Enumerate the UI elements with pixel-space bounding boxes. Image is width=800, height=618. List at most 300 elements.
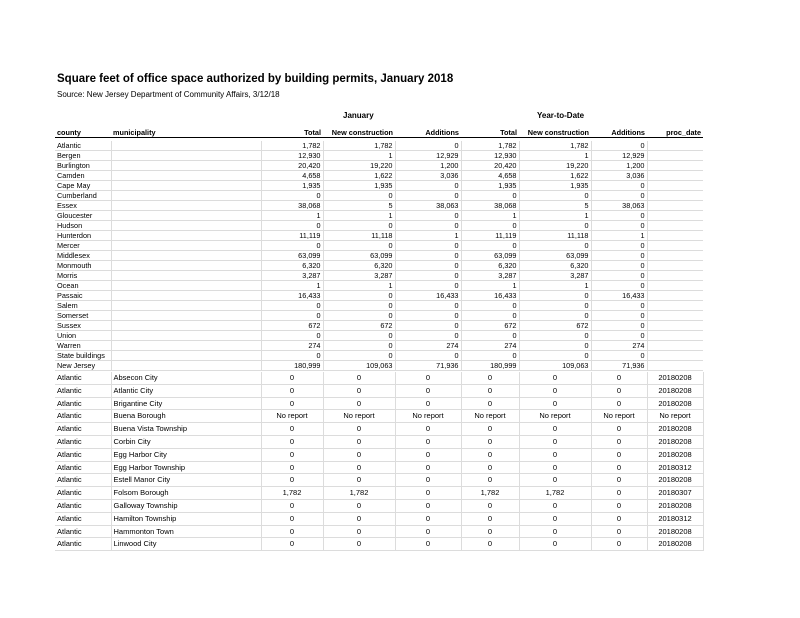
table-cell: Hunterdon: [55, 231, 111, 241]
table-cell: 109,063: [323, 361, 395, 371]
table-cell: [111, 361, 261, 371]
table-cell: Sussex: [55, 321, 111, 331]
table-cell: 0: [395, 351, 461, 361]
table-cell: [111, 161, 261, 171]
table-cell: 0: [323, 397, 395, 410]
table-cell: 0: [261, 448, 323, 461]
table-cell: 1: [261, 211, 323, 221]
column-header-row: [55, 128, 703, 138]
table-cell: 0: [519, 384, 591, 397]
table-cell: 11,118: [519, 231, 591, 241]
municipality-row: [55, 538, 703, 551]
county-summary-table: [55, 141, 703, 371]
table-cell: Atlantic: [55, 372, 111, 384]
table-cell: 20,420: [261, 161, 323, 171]
table-cell: [647, 231, 703, 241]
county-row: [55, 221, 703, 231]
table-cell: 0: [261, 512, 323, 525]
table-cell: Essex: [55, 201, 111, 211]
table-cell: 0: [461, 331, 519, 341]
county-row: [55, 311, 703, 321]
municipality-row: [55, 525, 703, 538]
table-cell: 0: [519, 435, 591, 448]
table-cell: 0: [261, 351, 323, 361]
table-cell: 20180208: [647, 397, 703, 410]
table-cell: 0: [323, 311, 395, 321]
table-cell: [647, 151, 703, 161]
table-cell: 3,287: [323, 271, 395, 281]
table-cell: 0: [591, 261, 647, 271]
table-cell: 0: [395, 372, 461, 384]
table-cell: [647, 271, 703, 281]
table-cell: Ocean: [55, 281, 111, 291]
table-cell: 0: [519, 191, 591, 201]
col-jan-total-header: Total: [261, 128, 323, 138]
col-jan-new-construction-header: New construction: [323, 128, 395, 138]
table-cell: 0: [323, 241, 395, 251]
table-cell: Estell Manor City: [111, 474, 261, 487]
table-cell: 0: [323, 221, 395, 231]
table-cell: Somerset: [55, 311, 111, 321]
table-cell: 1: [323, 211, 395, 221]
table-cell: 0: [591, 474, 647, 487]
table-cell: 0: [591, 384, 647, 397]
table-cell: 0: [395, 211, 461, 221]
table-cell: No report: [519, 410, 591, 423]
table-cell: 1,782: [323, 141, 395, 151]
table-cell: 0: [261, 384, 323, 397]
table-cell: 1: [591, 231, 647, 241]
table-cell: 0: [591, 221, 647, 231]
table-cell: 0: [591, 191, 647, 201]
table-cell: 0: [519, 538, 591, 551]
table-cell: 0: [591, 351, 647, 361]
table-cell: [111, 341, 261, 351]
table-cell: 4,658: [261, 171, 323, 181]
table-cell: [647, 221, 703, 231]
table-cell: 11,118: [323, 231, 395, 241]
table-cell: 0: [395, 281, 461, 291]
table-cell: 0: [461, 512, 519, 525]
table-cell: 0: [519, 525, 591, 538]
table-cell: [647, 351, 703, 361]
table-cell: 0: [519, 301, 591, 311]
table-cell: Folsom Borough: [111, 487, 261, 500]
table-cell: Monmouth: [55, 261, 111, 271]
table-cell: 0: [395, 397, 461, 410]
table-cell: 1,782: [461, 487, 519, 500]
table-cell: [111, 241, 261, 251]
table-cell: 180,999: [261, 361, 323, 371]
table-cell: 0: [461, 435, 519, 448]
county-row: [55, 301, 703, 311]
table-cell: [111, 261, 261, 271]
table-cell: [111, 221, 261, 231]
table-cell: No report: [591, 410, 647, 423]
table-cell: 20180208: [647, 474, 703, 487]
table-cell: 20180208: [647, 423, 703, 436]
table-cell: 1: [261, 281, 323, 291]
county-row: [55, 211, 703, 221]
table-cell: 0: [323, 499, 395, 512]
table-cell: 0: [395, 191, 461, 201]
table-cell: 12,929: [591, 151, 647, 161]
county-row: [55, 331, 703, 341]
table-cell: [111, 211, 261, 221]
table-cell: 3,036: [395, 171, 461, 181]
table-cell: 0: [395, 499, 461, 512]
county-row: [55, 231, 703, 241]
municipality-row: [55, 397, 703, 410]
table-cell: 38,063: [591, 201, 647, 211]
table-cell: 0: [461, 448, 519, 461]
table-cell: Atlantic: [55, 410, 111, 423]
table-cell: 0: [461, 241, 519, 251]
table-cell: [647, 211, 703, 221]
table-cell: No report: [323, 410, 395, 423]
table-cell: 0: [519, 311, 591, 321]
table-cell: 0: [461, 191, 519, 201]
table-cell: 0: [261, 331, 323, 341]
table-cell: 0: [461, 461, 519, 474]
table-cell: 0: [519, 423, 591, 436]
table-cell: 672: [461, 321, 519, 331]
table-cell: Union: [55, 331, 111, 341]
table-cell: [111, 301, 261, 311]
table-cell: 0: [519, 351, 591, 361]
county-row: [55, 171, 703, 181]
table-cell: 0: [395, 251, 461, 261]
table-cell: 0: [323, 372, 395, 384]
table-cell: Atlantic: [55, 487, 111, 500]
table-cell: 0: [591, 141, 647, 151]
table-cell: 0: [591, 251, 647, 261]
table-cell: 71,936: [395, 361, 461, 371]
table-cell: Atlantic: [55, 423, 111, 436]
table-cell: 0: [395, 384, 461, 397]
table-cell: 0: [591, 538, 647, 551]
table-cell: 0: [591, 311, 647, 321]
table-cell: 274: [395, 341, 461, 351]
table-cell: 0: [323, 384, 395, 397]
table-cell: [647, 301, 703, 311]
county-row: [55, 361, 703, 371]
table-cell: 20180208: [647, 448, 703, 461]
table-cell: [647, 161, 703, 171]
county-row: [55, 141, 703, 151]
table-cell: No report: [395, 410, 461, 423]
table-cell: 16,433: [261, 291, 323, 301]
table-cell: Atlantic: [55, 512, 111, 525]
table-cell: 0: [461, 538, 519, 551]
table-cell: [111, 331, 261, 341]
table-cell: [647, 311, 703, 321]
table-cell: 1: [461, 281, 519, 291]
table-cell: 0: [261, 499, 323, 512]
municipality-row: [55, 423, 703, 436]
table-cell: 6,320: [519, 261, 591, 271]
table-cell: [647, 361, 703, 371]
table-cell: 0: [323, 423, 395, 436]
table-cell: 0: [591, 499, 647, 512]
report-title: Square feet of office space authorized by building permits, January 2018: [57, 73, 454, 85]
table-cell: 0: [591, 211, 647, 221]
col-ytd-additions-header: Additions: [591, 128, 647, 138]
table-cell: 0: [591, 435, 647, 448]
table-cell: 0: [461, 397, 519, 410]
table-cell: 0: [519, 221, 591, 231]
table-cell: Cumberland: [55, 191, 111, 201]
table-cell: 0: [591, 241, 647, 251]
table-cell: [111, 271, 261, 281]
table-cell: 0: [591, 397, 647, 410]
table-cell: 0: [261, 538, 323, 551]
table-cell: 0: [461, 372, 519, 384]
municipality-row: [55, 461, 703, 474]
table-cell: 0: [591, 423, 647, 436]
table-cell: 0: [395, 141, 461, 151]
table-cell: 3,287: [461, 271, 519, 281]
table-cell: Mercer: [55, 241, 111, 251]
table-cell: 1: [519, 151, 591, 161]
table-cell: 63,099: [519, 251, 591, 261]
table-cell: 1: [519, 281, 591, 291]
table-cell: 0: [323, 474, 395, 487]
table-cell: 4,658: [461, 171, 519, 181]
table-cell: 0: [395, 241, 461, 251]
table-cell: 1: [461, 211, 519, 221]
table-cell: 6,320: [461, 261, 519, 271]
table-cell: 0: [591, 321, 647, 331]
table-cell: 38,063: [395, 201, 461, 211]
county-row: [55, 351, 703, 361]
table-cell: 0: [591, 525, 647, 538]
table-cell: 38,068: [261, 201, 323, 211]
table-cell: [111, 201, 261, 211]
table-cell: No report: [261, 410, 323, 423]
group-header-year-to-date: Year-to-Date: [537, 111, 585, 120]
table-cell: 0: [323, 291, 395, 301]
table-cell: 0: [261, 301, 323, 311]
table-cell: [647, 191, 703, 201]
county-row: [55, 161, 703, 171]
table-cell: Absecon City: [111, 372, 261, 384]
table-cell: 0: [591, 461, 647, 474]
table-cell: Atlantic: [55, 435, 111, 448]
table-cell: Egg Harbor City: [111, 448, 261, 461]
table-cell: 0: [461, 474, 519, 487]
table-cell: 0: [591, 271, 647, 281]
table-cell: 11,119: [261, 231, 323, 241]
table-cell: No report: [647, 410, 703, 423]
table-cell: Salem: [55, 301, 111, 311]
county-row: [55, 261, 703, 271]
table-cell: 20180307: [647, 487, 703, 500]
table-cell: Linwood City: [111, 538, 261, 551]
table-cell: 19,220: [323, 161, 395, 171]
table-cell: 16,433: [591, 291, 647, 301]
table-cell: 0: [395, 221, 461, 231]
county-row: [55, 191, 703, 201]
county-row: [55, 281, 703, 291]
table-cell: 0: [261, 435, 323, 448]
table-cell: Atlantic: [55, 499, 111, 512]
column-header-table: [55, 128, 703, 138]
table-cell: Atlantic: [55, 538, 111, 551]
table-cell: [647, 181, 703, 191]
table-cell: 3,287: [261, 271, 323, 281]
table-cell: Atlantic: [55, 461, 111, 474]
table-cell: Atlantic: [55, 525, 111, 538]
table-cell: [111, 311, 261, 321]
table-cell: [647, 201, 703, 211]
table-cell: 0: [395, 181, 461, 191]
table-cell: 0: [591, 331, 647, 341]
table-cell: Galloway Township: [111, 499, 261, 512]
table-cell: 0: [261, 311, 323, 321]
table-cell: 0: [519, 372, 591, 384]
table-cell: 0: [461, 221, 519, 231]
municipality-row: [55, 384, 703, 397]
table-cell: 0: [323, 512, 395, 525]
table-cell: 0: [261, 474, 323, 487]
table-cell: [111, 191, 261, 201]
table-cell: 0: [519, 474, 591, 487]
table-cell: 0: [395, 487, 461, 500]
table-cell: 274: [461, 341, 519, 351]
table-cell: 20180312: [647, 512, 703, 525]
table-cell: Atlantic: [55, 474, 111, 487]
table-cell: Corbin City: [111, 435, 261, 448]
table-cell: 0: [591, 372, 647, 384]
table-cell: [647, 241, 703, 251]
table-cell: Gloucester: [55, 211, 111, 221]
table-cell: 5: [323, 201, 395, 211]
table-cell: [647, 291, 703, 301]
table-cell: 16,433: [461, 291, 519, 301]
table-cell: Hamilton Township: [111, 512, 261, 525]
table-cell: 1,782: [519, 487, 591, 500]
table-cell: 1,622: [519, 171, 591, 181]
table-cell: [111, 251, 261, 261]
table-cell: Brigantine City: [111, 397, 261, 410]
table-cell: 0: [591, 448, 647, 461]
county-row: [55, 201, 703, 211]
table-cell: 672: [519, 321, 591, 331]
table-cell: 0: [261, 461, 323, 474]
table-cell: 19,220: [519, 161, 591, 171]
table-cell: 1,935: [519, 181, 591, 191]
table-cell: 3,287: [519, 271, 591, 281]
table-cell: 0: [323, 191, 395, 201]
table-cell: 20180208: [647, 525, 703, 538]
table-cell: 0: [519, 241, 591, 251]
table-cell: Atlantic: [55, 384, 111, 397]
table-cell: 0: [519, 448, 591, 461]
table-cell: 0: [261, 525, 323, 538]
table-cell: New Jersey: [55, 361, 111, 371]
table-cell: Middlesex: [55, 251, 111, 261]
municipality-row: [55, 372, 703, 384]
table-cell: 20180208: [647, 499, 703, 512]
municipality-row: [55, 499, 703, 512]
col-municipality-header: municipality: [111, 128, 261, 138]
table-cell: 0: [323, 331, 395, 341]
table-cell: 1,935: [323, 181, 395, 191]
municipality-row: [55, 487, 703, 500]
table-cell: 1,782: [261, 141, 323, 151]
table-cell: 0: [461, 384, 519, 397]
table-cell: 0: [261, 191, 323, 201]
table-cell: [111, 141, 261, 151]
table-cell: 0: [323, 538, 395, 551]
table-cell: 20180312: [647, 461, 703, 474]
table-cell: [111, 231, 261, 241]
table-cell: Bergen: [55, 151, 111, 161]
table-cell: 1,782: [519, 141, 591, 151]
col-proc-date-header: proc_date: [647, 128, 703, 138]
col-jan-additions-header: Additions: [395, 128, 461, 138]
table-cell: 0: [591, 281, 647, 291]
table-cell: 0: [261, 372, 323, 384]
table-cell: Atlantic: [55, 448, 111, 461]
county-row: [55, 181, 703, 191]
table-cell: [647, 341, 703, 351]
table-cell: 0: [323, 525, 395, 538]
table-cell: [647, 331, 703, 341]
table-cell: 0: [591, 301, 647, 311]
table-cell: 0: [323, 448, 395, 461]
table-cell: 0: [323, 435, 395, 448]
table-cell: 0: [261, 241, 323, 251]
table-cell: 0: [591, 512, 647, 525]
county-row: [55, 241, 703, 251]
col-ytd-new-construction-header: New construction: [519, 128, 591, 138]
table-cell: 20180208: [647, 435, 703, 448]
county-row: [55, 341, 703, 351]
col-county-header: county: [55, 128, 111, 138]
table-cell: 0: [395, 261, 461, 271]
table-cell: 1,935: [461, 181, 519, 191]
table-cell: 0: [395, 271, 461, 281]
table-cell: 0: [519, 397, 591, 410]
table-cell: 0: [591, 487, 647, 500]
table-cell: 71,936: [591, 361, 647, 371]
table-cell: 20180208: [647, 538, 703, 551]
table-cell: [647, 261, 703, 271]
table-cell: [111, 321, 261, 331]
table-cell: [111, 351, 261, 361]
table-cell: 1,782: [323, 487, 395, 500]
table-cell: 0: [395, 331, 461, 341]
table-cell: [111, 291, 261, 301]
table-cell: 6,320: [323, 261, 395, 271]
table-cell: [647, 171, 703, 181]
county-row: [55, 151, 703, 161]
table-cell: 20180208: [647, 372, 703, 384]
table-cell: State buildings: [55, 351, 111, 361]
table-cell: 0: [461, 423, 519, 436]
table-cell: 16,433: [395, 291, 461, 301]
table-cell: Cape May: [55, 181, 111, 191]
table-cell: Hammonton Town: [111, 525, 261, 538]
table-cell: 1,200: [395, 161, 461, 171]
table-cell: Morris: [55, 271, 111, 281]
table-cell: 0: [519, 291, 591, 301]
table-cell: Camden: [55, 171, 111, 181]
table-cell: 12,930: [261, 151, 323, 161]
table-cell: 1,200: [591, 161, 647, 171]
